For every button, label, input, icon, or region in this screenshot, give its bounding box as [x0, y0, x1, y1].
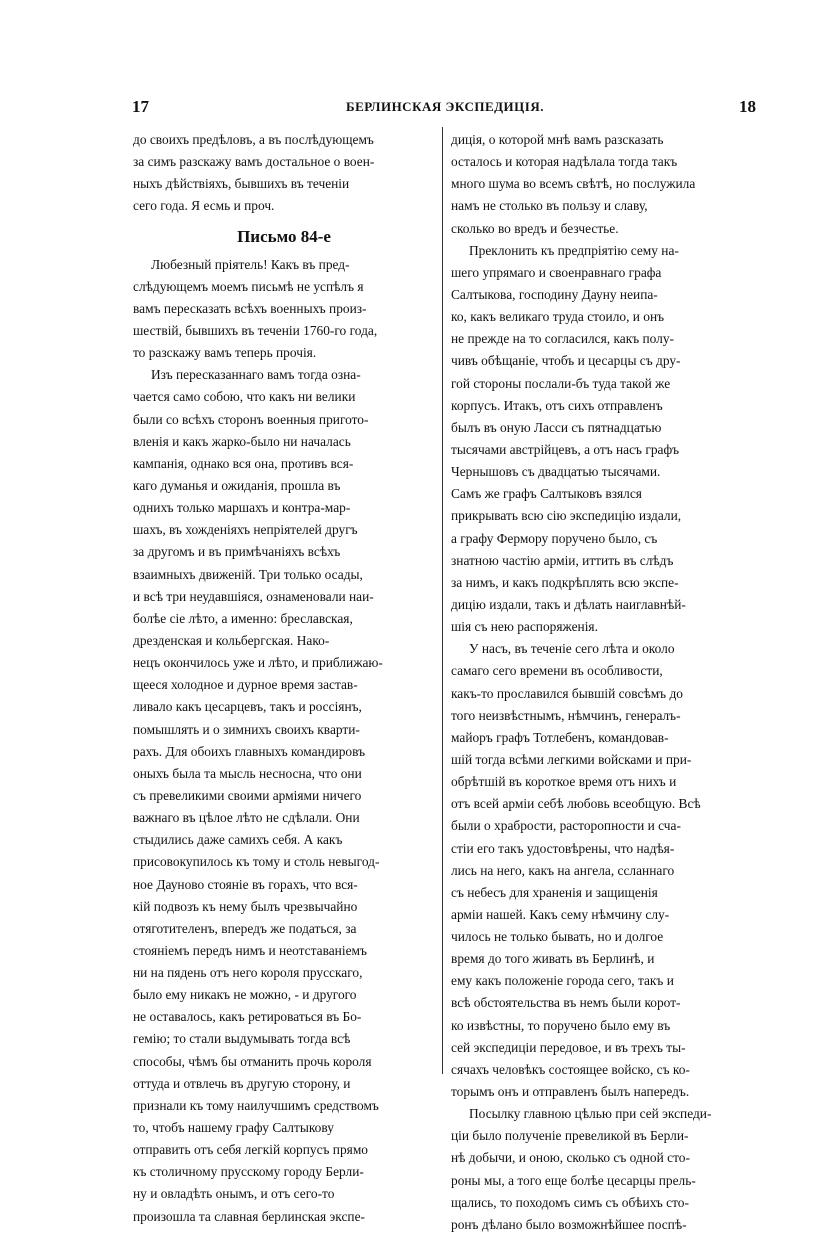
- text-line: сего года. Я есмь и проч.: [133, 198, 275, 214]
- text-line: было ему никакъ не можно, - и другого: [133, 987, 357, 1003]
- text-line: оныхъ была та мысль несносна, что они: [133, 765, 362, 781]
- text-line: много шума во всемъ свѣтѣ, но послужила: [451, 176, 696, 192]
- text-line: и всѣ три неудавшіяся, ознаменовали наи-: [133, 588, 374, 604]
- text-line: щееся холодное и дурное время застав-: [133, 677, 358, 693]
- text-line: то, чтобъ нашему графу Салтыкову: [133, 1120, 334, 1136]
- text-line: осталось и которая надѣлала тогда такъ: [451, 154, 678, 170]
- left-page-number: 17: [132, 97, 149, 116]
- text-line: ко, какъ великаго труда стоило, и онъ: [451, 309, 665, 325]
- text-line: Преклонить къ предпріятію сему на-: [469, 242, 679, 258]
- text-line: стіи его такъ удостовѣрены, что надѣя-: [451, 840, 675, 856]
- text-line: съ небесъ для храненія и защищенія: [451, 884, 658, 900]
- text-line: за другомъ и въ примѣчаніяхъ всѣхъ: [133, 544, 341, 560]
- text-line: отяготителенъ, впередъ же податься, за: [133, 920, 357, 936]
- text-line: кій подвозъ къ нему былъ чрезвычайно: [133, 898, 358, 914]
- text-line: ну и овладѣть онымъ, и отъ сего-то: [133, 1186, 335, 1202]
- text-line: гемію; то стали выдумывать тогда всѣ: [133, 1031, 351, 1047]
- text-line: корпусъ. Итакъ, отъ сихъ отправленъ: [451, 397, 663, 413]
- text-line: шествій, бывшихъ въ теченіи 1760-го года,: [133, 322, 378, 338]
- text-line: ціи было полученіе превеликой въ Берли-: [451, 1128, 689, 1144]
- right-column-body: [451, 129, 758, 1236]
- text-line: шахъ, въ хожденіяхъ непріятелей другъ: [133, 522, 358, 538]
- text-line: отъ всей арміи себѣ любовь всеобщую. Всѣ: [451, 796, 701, 812]
- text-line: лись на него, какъ на ангела, ссланнаго: [451, 862, 675, 878]
- text-line: были о храбрости, расторопности и сча-: [451, 818, 681, 834]
- text-line: дрезденская и кольбергская. Нако-: [133, 632, 330, 648]
- text-line: шего упрямаго и своенравнаго графа: [451, 264, 662, 280]
- text-line: сей экспедиціи передовое, и въ трехъ ты-: [451, 1039, 686, 1055]
- text-line: арміи нашей. Какъ сему нѣмчину слу-: [451, 906, 670, 922]
- text-line: намъ не столько въ пользу и славу,: [451, 198, 648, 214]
- text-line: Посылку главною цѣлью при сей экспеди-: [469, 1106, 712, 1122]
- text-line: признали къ тому наилучшимъ средствомъ: [133, 1097, 379, 1113]
- text-line: чается само собою, что какъ ни велики: [133, 389, 356, 405]
- text-line: Чернышовъ съ двадцатью тысячами.: [451, 464, 661, 480]
- text-line: за симъ разскажу вамъ достальное о воен-: [133, 154, 375, 170]
- text-line: не прежде на то согласился, какъ полу-: [451, 331, 675, 347]
- running-title: БЕРЛИНСКАЯ ЭКСПЕДИЦІЯ.: [346, 99, 544, 114]
- text-line: къ столичному прусскому городу Берли-: [133, 1164, 364, 1180]
- text-line: щались, то походомъ симъ съ обѣихъ сто-: [451, 1194, 689, 1210]
- text-line: съ превеликими своими арміями ничего: [133, 787, 362, 803]
- text-line: не оставалось, какъ ретироваться въ Бо-: [133, 1009, 362, 1025]
- text-line: за нимъ, и какъ подкрѣплять всю экспе-: [451, 574, 679, 590]
- text-line: былъ въ оную Ласси съ пятнадцатью: [451, 419, 662, 435]
- text-line: знатною частію арміи, иттить въ слѣдъ: [451, 552, 674, 568]
- text-line: чивъ обѣщаніе, чтобъ и цесарцы съ дру-: [451, 353, 681, 369]
- text-line: важнаго въ цѣлое лѣто не сдѣлали. Они: [133, 810, 360, 826]
- text-line: нецъ окончилось уже и лѣто, и приближаю-: [133, 655, 383, 671]
- text-line: шій тогда всѣми легкими войсками и при-: [451, 751, 692, 767]
- text-line: вленія и какъ жарко-было ни началась: [133, 433, 351, 449]
- text-line: ронъ дѣлано было возможнѣйшее поспѣ-: [451, 1216, 687, 1232]
- text-line: Любезный пріятель! Какъ въ пред-: [151, 256, 350, 272]
- text-line: были со всѣхъ сторонъ военныя пригото-: [133, 411, 369, 427]
- left-column-body: [133, 254, 435, 1228]
- text-line: вамъ пересказать всѣхъ военныхъ произ-: [133, 300, 367, 316]
- text-line: роны мы, а того еще болѣе цесарцы прель-: [451, 1172, 696, 1188]
- running-header: [130, 96, 760, 124]
- text-line: У насъ, въ теченіе сего лѣта и около: [469, 641, 675, 657]
- text-line: а графу Фермору поручено было, съ: [451, 530, 658, 546]
- text-line: того неизвѣстнымъ, нѣмчинъ, генералъ-: [451, 707, 681, 723]
- letter-heading: Письмо 84-е: [237, 226, 331, 246]
- text-line: тысячами австрійцевъ, а отъ насъ графъ: [451, 441, 680, 457]
- text-line: майоръ графъ Тотлебенъ, командовав-: [451, 729, 669, 745]
- text-line: время до того живать въ Берлинѣ, и: [451, 951, 655, 967]
- text-line: ни на пядень отъ него короля прусскаго,: [133, 965, 363, 981]
- text-line: произошла та славная берлинская экспе-: [133, 1208, 365, 1224]
- text-line: гой стороны послали-бъ туда такой же: [451, 375, 671, 391]
- text-line: сячахъ человѣкъ состоящее войско, съ ко-: [451, 1061, 690, 1077]
- text-line: присовокупилось къ тому и столь невыгод-: [133, 854, 380, 870]
- text-line: обрѣтшій въ короткое время отъ нихъ и: [451, 774, 677, 790]
- text-line: до своихъ предѣловъ, а въ послѣдующемъ: [133, 132, 374, 147]
- text-line: стояніемъ передъ нимъ и неотставаніемъ: [133, 942, 367, 958]
- text-line: ему какъ положеніе города сего, такъ и: [451, 973, 674, 989]
- right-page-number: 18: [739, 97, 756, 116]
- text-line: стыдились даже самихъ себя. А какъ: [133, 832, 343, 848]
- text-line: ко извѣстны, то поручено было ему въ: [451, 1017, 671, 1033]
- text-line: Самъ же графъ Салтыковъ взялся: [451, 486, 642, 502]
- text-line: Изъ пересказаннаго вамъ тогда озна-: [151, 367, 361, 383]
- text-line: однихъ только маршахъ и контра-мар-: [133, 500, 351, 516]
- left-column: [133, 129, 435, 1228]
- text-line: Салтыкова, господину Дауну неипа-: [451, 286, 658, 302]
- text-line: болѣе сіе лѣто, а именно: бреславская,: [133, 610, 353, 626]
- text-line: каго думанья и ожиданія, прошла въ: [133, 477, 341, 493]
- text-line: оттуда и отвлечь въ другую сторону, и: [133, 1075, 351, 1091]
- text-line: слѣдующемъ моемъ письмѣ не успѣлъ я: [133, 278, 364, 294]
- text-line: сколько во вредъ и безчестье.: [451, 220, 619, 236]
- text-line: торымъ онъ и отправленъ былъ напередъ.: [451, 1084, 690, 1100]
- left-column-opening: [133, 129, 435, 218]
- text-line: всѣ обстоятельства въ немъ были корот-: [451, 995, 681, 1011]
- text-line: шія съ нею распоряженія.: [451, 619, 598, 635]
- text-line: то разскажу вамъ теперь прочія.: [133, 345, 317, 361]
- text-line: диція, о которой мнѣ вамъ разсказать: [451, 132, 664, 147]
- text-line: самаго сего времени въ особливости,: [451, 663, 663, 679]
- text-line: кампанія, однако вся она, противъ вся-: [133, 455, 354, 471]
- text-line: ливало какъ цесарцевъ, такъ и россіянъ,: [133, 699, 362, 715]
- text-line: взаимныхъ движеній. Три только осады,: [133, 566, 363, 582]
- text-line: способы, чѣмъ бы отманить прочь короля: [133, 1053, 372, 1069]
- text-line: ныхъ дѣйствіяхъ, бывшихъ въ теченіи: [133, 176, 350, 192]
- text-line: нѣ добычи, и оною, сколько съ одной сто-: [451, 1150, 690, 1166]
- text-line: прикрывать всю сію экспедицію издали,: [451, 508, 682, 524]
- right-column: [451, 129, 758, 1236]
- text-line: чилось не только бывать, но и долгое: [451, 929, 664, 945]
- text-line: рахъ. Для обоихъ главныхъ командировъ: [133, 743, 366, 759]
- text-line: помышлять и о зимнихъ своихъ кварти-: [133, 721, 360, 737]
- text-line: ное Дауново стояніе въ горахъ, что вся-: [133, 876, 358, 892]
- text-line: дицію издали, такъ и дѣлать наиглавнѣй-: [451, 596, 686, 612]
- column-divider: [442, 127, 443, 1074]
- text-line: отправить отъ себя легкій корпусъ прямо: [133, 1142, 368, 1158]
- text-line: какъ-то прославился бывшій совсѣмъ до: [451, 685, 683, 701]
